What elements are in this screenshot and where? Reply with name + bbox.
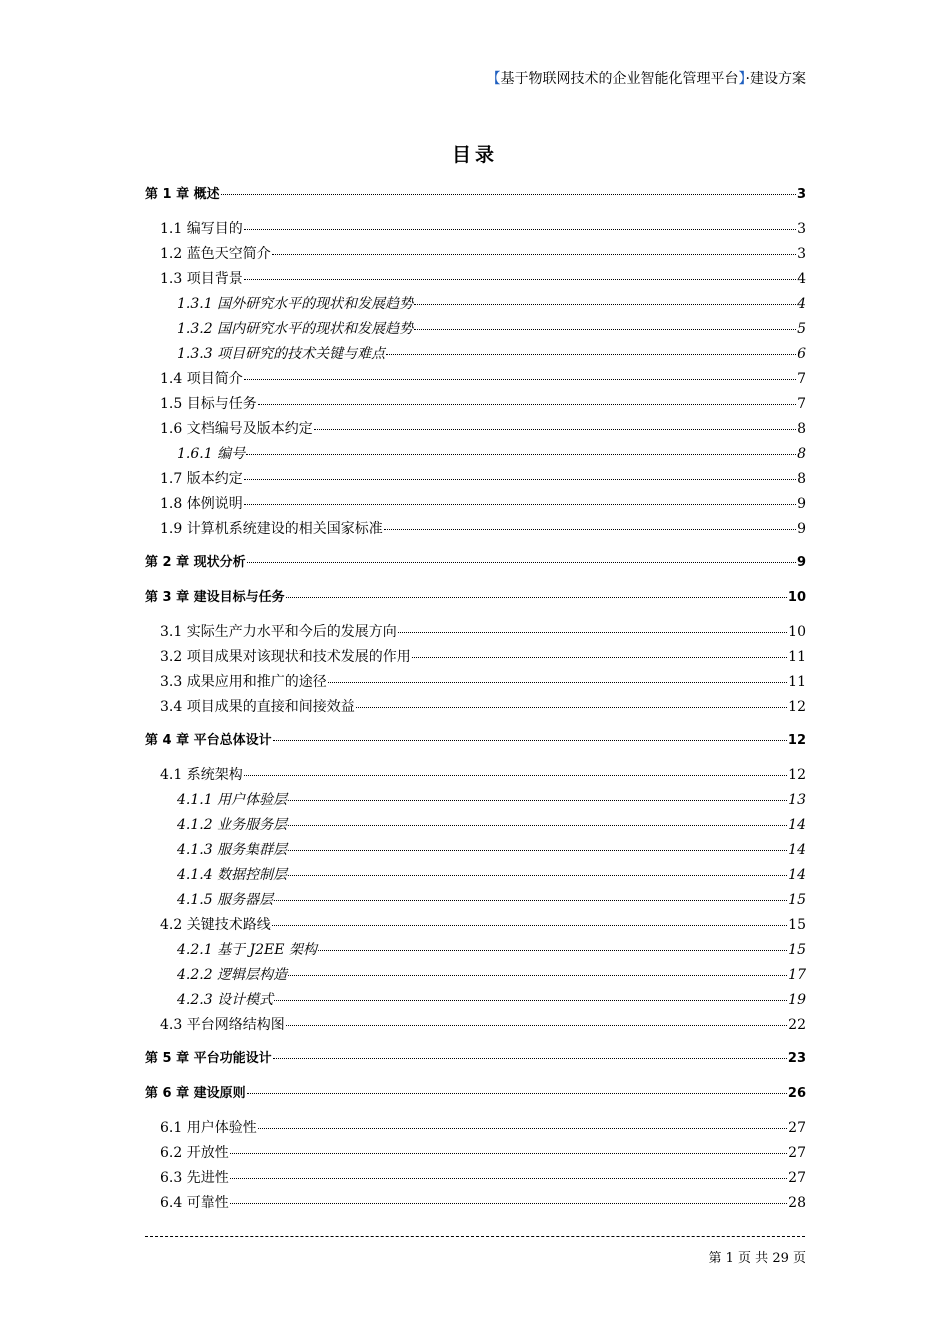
toc-leader-dots <box>244 378 796 380</box>
toc-leader-dots <box>288 874 787 876</box>
toc-entry-label: 1.5 目标与任务 <box>160 396 257 412</box>
toc-entry-label: 4.1 系统架构 <box>160 767 243 783</box>
header-suffix: ·建设方案 <box>745 71 806 87</box>
page-header <box>487 68 806 88</box>
toc-entry[interactable] <box>0 815 950 835</box>
toc-entry[interactable] <box>0 519 950 539</box>
toc-entry[interactable] <box>0 1118 950 1138</box>
toc-entry-page: 27 <box>788 1120 806 1136</box>
toc-entry-page: 3 <box>797 246 806 262</box>
toc-entry[interactable] <box>0 990 950 1010</box>
toc-entry-label: 第 2 章 现状分析 <box>145 555 246 570</box>
toc-entry-page: 12 <box>787 733 806 748</box>
toc-entry[interactable] <box>0 890 950 910</box>
header-close-bracket: 】 <box>738 71 746 87</box>
toc-entry-page: 22 <box>788 1017 806 1033</box>
toc-entry[interactable] <box>0 865 950 885</box>
toc-entry-label: 6.1 用户体验性 <box>160 1120 257 1136</box>
toc-entry[interactable] <box>0 1015 950 1035</box>
toc-entry-label: 4.1.2 业务服务层 <box>177 817 288 833</box>
toc-entry-page: 5 <box>797 321 806 337</box>
toc-entry[interactable] <box>0 369 950 389</box>
toc-entry[interactable] <box>0 731 950 751</box>
toc-leader-dots <box>274 999 787 1001</box>
toc-entry-label: 1.4 项目简介 <box>160 371 243 387</box>
toc-entry[interactable] <box>0 269 950 289</box>
toc-entry-label: 3.4 项目成果的直接和间接效益 <box>160 699 355 715</box>
toc-entry[interactable] <box>0 185 950 205</box>
toc-entry-page: 15 <box>788 917 806 933</box>
toc-entry[interactable] <box>0 1193 950 1213</box>
toc-leader-dots <box>412 656 787 658</box>
toc-entry-page: 9 <box>796 555 806 570</box>
toc-leader-dots <box>244 503 796 505</box>
toc-entry-page: 8 <box>797 471 806 487</box>
toc-leader-dots <box>247 1092 787 1094</box>
toc-entry[interactable] <box>0 1049 950 1069</box>
toc-entry-page: 23 <box>787 1051 806 1066</box>
toc-entry-label: 3.2 项目成果对该现状和技术发展的作用 <box>160 649 411 665</box>
toc-entry-page: 14 <box>788 817 806 833</box>
toc-entry[interactable] <box>0 553 950 573</box>
toc-entry[interactable] <box>0 494 950 514</box>
toc-entry[interactable] <box>0 915 950 935</box>
toc-entry-page: 6 <box>797 346 806 362</box>
toc-leader-dots <box>230 1202 787 1204</box>
toc-entry[interactable] <box>0 622 950 642</box>
toc-entry-label: 6.4 可靠性 <box>160 1195 229 1211</box>
toc-entry-label: 1.3.1 国外研究水平的现状和发展趋势 <box>177 296 414 312</box>
toc-leader-dots <box>244 478 796 480</box>
toc-entry-label: 4.2.2 逻辑层构造 <box>177 967 288 983</box>
toc-entry-page: 3 <box>796 187 806 202</box>
toc-entry-page: 11 <box>788 649 806 665</box>
toc-entry-label: 第 5 章 平台功能设计 <box>145 1051 272 1066</box>
toc-leader-dots <box>230 1177 787 1179</box>
toc-leader-dots <box>274 899 787 901</box>
toc-entry-page: 11 <box>788 674 806 690</box>
toc-entry[interactable] <box>0 219 950 239</box>
toc-entry[interactable] <box>0 394 950 414</box>
toc-leader-dots <box>230 1152 787 1154</box>
toc-entry-label: 1.3 项目背景 <box>160 271 243 287</box>
toc-leader-dots <box>286 596 787 598</box>
toc-entry-page: 7 <box>797 371 806 387</box>
toc-entry-page: 10 <box>788 624 806 640</box>
toc-entry-label: 4.3 平台网络结构图 <box>160 1017 285 1033</box>
toc-leader-dots <box>221 193 796 195</box>
header-doc-name: 基于物联网技术的企业智能化管理平台 <box>500 71 739 87</box>
toc-leader-dots <box>398 631 787 633</box>
toc-entry-label: 4.2 关键技术路线 <box>160 917 271 933</box>
toc-entry-page: 8 <box>797 421 806 437</box>
toc-entry-page: 26 <box>787 1086 806 1101</box>
toc-entry-label: 3.1 实际生产力水平和今后的发展方向 <box>160 624 397 640</box>
toc-entry-page: 4 <box>797 296 806 312</box>
toc-entry[interactable] <box>0 419 950 439</box>
toc-entry-label: 4.2.3 设计模式 <box>177 992 274 1008</box>
toc-entry-label: 3.3 成果应用和推广的途径 <box>160 674 327 690</box>
toc-entry-page: 3 <box>797 221 806 237</box>
toc-entry-label: 1.3.3 项目研究的技术关键与难点 <box>177 346 386 362</box>
toc-leader-dots <box>286 1024 787 1026</box>
toc-leader-dots <box>386 353 796 355</box>
toc-entry[interactable] <box>0 965 950 985</box>
toc-entry-page: 14 <box>788 867 806 883</box>
toc-entry-label: 1.2 蓝色天空简介 <box>160 246 271 262</box>
toc-leader-dots <box>288 799 787 801</box>
toc-entry[interactable] <box>0 469 950 489</box>
page-title: 目录 <box>451 144 498 166</box>
toc-entry[interactable] <box>0 294 950 314</box>
toc-leader-dots <box>273 739 787 741</box>
toc-entry-page: 12 <box>788 767 806 783</box>
toc-entry[interactable] <box>0 588 950 608</box>
toc-leader-dots <box>288 849 787 851</box>
toc-entry-label: 1.8 体例说明 <box>160 496 243 512</box>
toc-entry-label: 6.3 先进性 <box>160 1170 229 1186</box>
toc-entry-label: 4.1.3 服务集群层 <box>177 842 288 858</box>
toc-entry-label: 1.3.2 国内研究水平的现状和发展趋势 <box>177 321 414 337</box>
toc-entry-page: 7 <box>797 396 806 412</box>
toc-entry-label: 4.2.1 基于 J2EE 架构 <box>177 942 317 958</box>
toc-leader-dots <box>272 253 796 255</box>
toc-leader-dots <box>288 824 787 826</box>
toc-leader-dots <box>356 706 787 708</box>
toc-entry-page: 27 <box>788 1145 806 1161</box>
toc-leader-dots <box>318 949 787 951</box>
toc-entry[interactable] <box>0 765 950 785</box>
toc-entry[interactable] <box>0 444 950 464</box>
toc-leader-dots <box>414 303 796 305</box>
header-open-bracket: 【 <box>486 71 501 87</box>
toc-leader-dots <box>258 403 796 405</box>
toc-entry-page: 14 <box>788 842 806 858</box>
toc-leader-dots <box>247 561 796 563</box>
toc-entry-page: 9 <box>797 521 806 537</box>
toc-entry[interactable] <box>0 697 950 717</box>
toc-entry-label: 1.1 编写目的 <box>160 221 243 237</box>
toc-leader-dots <box>288 974 787 976</box>
toc-entry[interactable] <box>0 940 950 960</box>
toc-entry[interactable] <box>0 344 950 364</box>
toc-entry-page: 8 <box>797 446 806 462</box>
toc-entry[interactable] <box>0 244 950 264</box>
toc-entry-page: 19 <box>788 992 806 1008</box>
toc-leader-dots <box>272 924 787 926</box>
toc-entry[interactable] <box>0 672 950 692</box>
toc-entry-page: 28 <box>788 1195 806 1211</box>
toc-leader-dots <box>244 774 787 776</box>
toc-entry-label: 1.6.1 编号 <box>177 446 246 462</box>
toc-entry-label: 1.6 文档编号及版本约定 <box>160 421 313 437</box>
toc-entry[interactable] <box>0 1143 950 1163</box>
toc-entry-label: 第 6 章 建设原则 <box>145 1086 246 1101</box>
toc-leader-dots <box>273 1057 787 1059</box>
toc-leader-dots <box>244 278 796 280</box>
toc-entry-page: 17 <box>788 967 806 983</box>
toc-entry-page: 13 <box>788 792 806 808</box>
toc-entry-label: 6.2 开放性 <box>160 1145 229 1161</box>
toc-entry-label: 1.9 计算机系统建设的相关国家标准 <box>160 521 383 537</box>
toc-entry[interactable] <box>0 1168 950 1188</box>
toc-entry[interactable] <box>0 647 950 667</box>
toc-entry-label: 4.1.4 数据控制层 <box>177 867 288 883</box>
toc-entry-page: 27 <box>788 1170 806 1186</box>
toc-entry-label: 4.1.5 服务器层 <box>177 892 274 908</box>
toc-entry-page: 12 <box>788 699 806 715</box>
toc-entry-label: 第 1 章 概述 <box>145 187 220 202</box>
toc-entry-page: 9 <box>797 496 806 512</box>
toc-entry-label: 第 4 章 平台总体设计 <box>145 733 272 748</box>
page-footer: 第 1 页 共 29 页 <box>708 1251 806 1266</box>
toc-entry-label: 第 3 章 建设目标与任务 <box>145 590 285 605</box>
toc-leader-dots <box>246 453 796 455</box>
toc-leader-dots <box>414 328 796 330</box>
footer-divider <box>145 1236 805 1237</box>
toc-entry[interactable] <box>0 1084 950 1104</box>
toc-entry[interactable] <box>0 319 950 339</box>
toc-entry-label: 4.1.1 用户体验层 <box>177 792 288 808</box>
toc-entry[interactable] <box>0 840 950 860</box>
toc-entry[interactable] <box>0 790 950 810</box>
toc-entry-page: 4 <box>797 271 806 287</box>
toc-entry-page: 15 <box>788 892 806 908</box>
toc-entry-page: 10 <box>787 590 806 605</box>
toc-leader-dots <box>244 228 796 230</box>
toc-leader-dots <box>258 1127 787 1129</box>
toc-entry-page: 15 <box>788 942 806 958</box>
toc-leader-dots <box>384 528 796 530</box>
toc-leader-dots <box>314 428 796 430</box>
toc-leader-dots <box>328 681 787 683</box>
toc-entry-label: 1.7 版本约定 <box>160 471 243 487</box>
